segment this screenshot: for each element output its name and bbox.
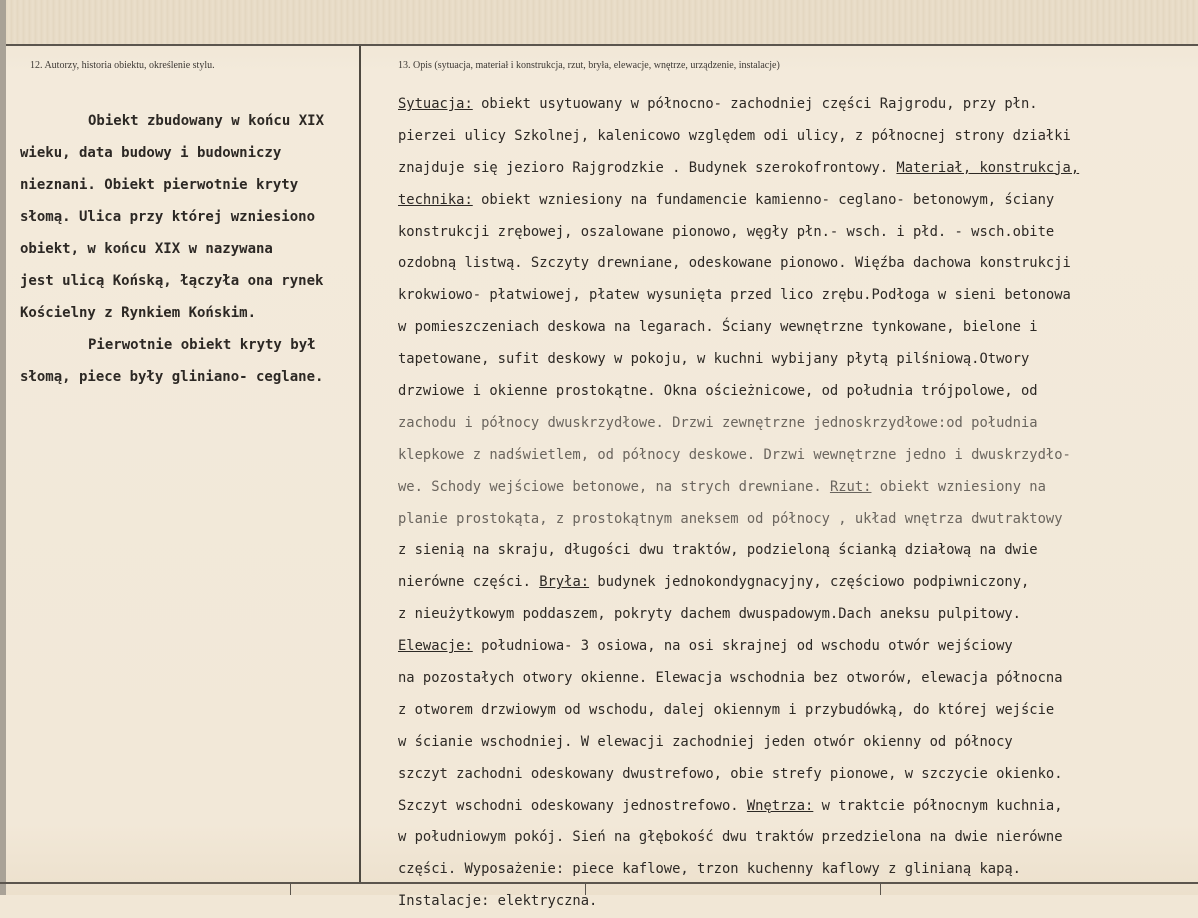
bottom-tick [290, 884, 291, 895]
line-text: w ścianie wschodniej. W elewacji zachodniej jeden otwór okienny od północy [398, 733, 1013, 750]
line-text: pierzei ulicy Szkolnej, kalenicowo względem odi ulicy, z północnej strony działki [398, 127, 1071, 144]
line-text: z otworem drzwiowym od wschodu, dalej okiennym i przybudówką, do której wejście [398, 701, 1055, 718]
text-line [398, 535, 1194, 567]
section-12-header: 12. Autorzy, historia obiektu, określenie stylu. [30, 60, 215, 71]
line-text: znajduje się jezioro Rajgrodzkie . Budynek szerokofrontowy. [398, 159, 897, 176]
text-line [398, 631, 1194, 663]
text-line [398, 759, 1194, 791]
line-text: z sienią na skraju, długości dwu traktów, podzieloną ścianką działową na dwie [398, 542, 1038, 559]
text-line: nieznani. Obiekt pierwotnie kryty [20, 177, 299, 193]
line-text: w pomieszczeniach deskowa na legarach. Ściany wewnętrzne tynkowane, bielone i [398, 319, 1038, 336]
line-text: południowa- 3 osiowa, na osi skrajnej od wschodu otwór wejściowy [472, 638, 1013, 655]
text-line [398, 344, 1194, 376]
text-line [398, 248, 1194, 280]
text-line [398, 280, 1194, 312]
text-line: Obiekt zbudowany w końcu XIX [88, 113, 325, 129]
column-divider [359, 46, 361, 882]
line-text: konstrukcji zrębowej, oszalowane pionowo, węgły płn.- wsch. i płd. - wsch.obite [398, 223, 1055, 240]
text-line [398, 153, 1194, 185]
line-text: drzwiowe i okienne prostokątne. Okna ościeżnicowe, od południa trójpolowe, od [398, 383, 1038, 400]
text-line: jest ulicą Końską, łączyła ona rynek [20, 273, 324, 289]
page-edge [0, 0, 6, 895]
text-line [398, 121, 1194, 153]
line-text: ozdobną listwą. Szczyty drewniane, odeskowane pionowo. Więźba dachowa konstrukcji [398, 255, 1071, 272]
text-line: Kościelny z Rynkiem Końskim. [20, 305, 257, 321]
top-rule [0, 44, 1198, 46]
description-text [398, 89, 1194, 918]
line-text: obiekt wzniesiony na [871, 478, 1046, 495]
text-line [398, 886, 1194, 918]
line-text: Szczyt wschodni odeskowany jednostrefowo. [398, 797, 747, 814]
line-text: obiekt usytuowany w północno- zachodniej części Rajgrodu, przy płn. [472, 96, 1038, 112]
text-line [398, 599, 1194, 631]
text-line [398, 408, 1194, 440]
line-text: części. Wyposażenie: piece kaflowe, trzon kuchenny kaflowy z glinianą kapą. [398, 861, 1021, 878]
text-line: słomą, piece były gliniano- ceglane. [20, 369, 324, 385]
line-text: planie prostokąta, z prostokątnym aneksem od północy , układ wnętrza dwutraktowy [398, 510, 1063, 527]
line-text: w traktcie północnym kuchnia, [813, 797, 1063, 814]
text-line [398, 89, 1194, 121]
line-text: budynek jednokondygnacyjny, częściowo podpiwniczony, [589, 574, 1030, 591]
line-text: na pozostałych otwory okienne. Elewacja wschodnia bez otworów, elewacja północna [398, 670, 1063, 687]
line-text: nierówne części. [398, 574, 540, 591]
text-line: Pierwotnie obiekt kryty był [88, 337, 316, 353]
text-line [398, 854, 1194, 886]
text-line [398, 791, 1194, 823]
text-line [398, 727, 1194, 759]
text-line [398, 472, 1194, 504]
text-line [398, 440, 1194, 472]
section-keyword: Rzut: [829, 478, 872, 495]
text-line: wieku, data budowy i budowniczy [20, 145, 282, 161]
section-13-header: 13. Opis (sytuacja, materiał i konstrukcja, rzut, bryła, elewacje, wnętrze, urządzenie, instalacje) [398, 60, 780, 71]
line-text: szczyt zachodni odeskowany dwustrefowo, obie strefy pionowe, w szczycie okienko. [398, 765, 1063, 782]
section-keyword: Elewacje: [398, 638, 473, 655]
section-keyword: Wnętrza: [746, 797, 814, 814]
line-text: Instalacje: elektryczna. [398, 893, 598, 910]
section-keyword: Bryła: [539, 574, 590, 591]
text-line: słomą. Ulica przy której wzniesiono [20, 209, 316, 225]
line-text: krokwiowo- płatwiowej, płatew wysunięta przed lico zrębu.Podłoga w sieni betonowa [398, 287, 1071, 304]
line-text: obiekt wzniesiony na fundamencie kamienno- ceglano- betonowym, ściany [472, 191, 1055, 208]
history-text [20, 105, 356, 393]
line-text: w południowym pokój. Sień na głębokość dwu traktów przedzielona na dwie nierówne [398, 829, 1063, 846]
text-line: obiekt, w końcu XIX w nazywana [20, 241, 273, 257]
line-text: zachodu i północy dwuskrzydłowe. Drzwi zewnętrzne jednoskrzydłowe:od południa [398, 414, 1038, 431]
line-text: we. Schody wejściowe betonowe, na strych drewniane. [398, 478, 830, 495]
section-keyword: Sytuacja: [398, 96, 473, 112]
text-line [398, 663, 1194, 695]
text-line [398, 217, 1194, 249]
section-keyword: Materiał, konstrukcja, [896, 159, 1080, 176]
text-line [398, 376, 1194, 408]
line-text: z nieużytkowym poddaszem, pokryty dachem dwuspadowym.Dach aneksu pulpitowy. [398, 606, 1021, 623]
text-line [398, 822, 1194, 854]
section-keyword: technika: [398, 191, 473, 208]
text-line [398, 312, 1194, 344]
line-text: tapetowane, sufit deskowy w pokoju, w kuchni wybijany płytą pilśniową.Otwory [398, 351, 1030, 368]
text-line [398, 567, 1194, 599]
top-margin [0, 0, 1198, 44]
text-line [398, 695, 1194, 727]
text-line [398, 185, 1194, 217]
line-text: klepkowe z nadświetlem, od północy deskowe. Drzwi wewnętrzne jedno i dwuskrzydło- [398, 446, 1071, 463]
text-line [398, 504, 1194, 536]
